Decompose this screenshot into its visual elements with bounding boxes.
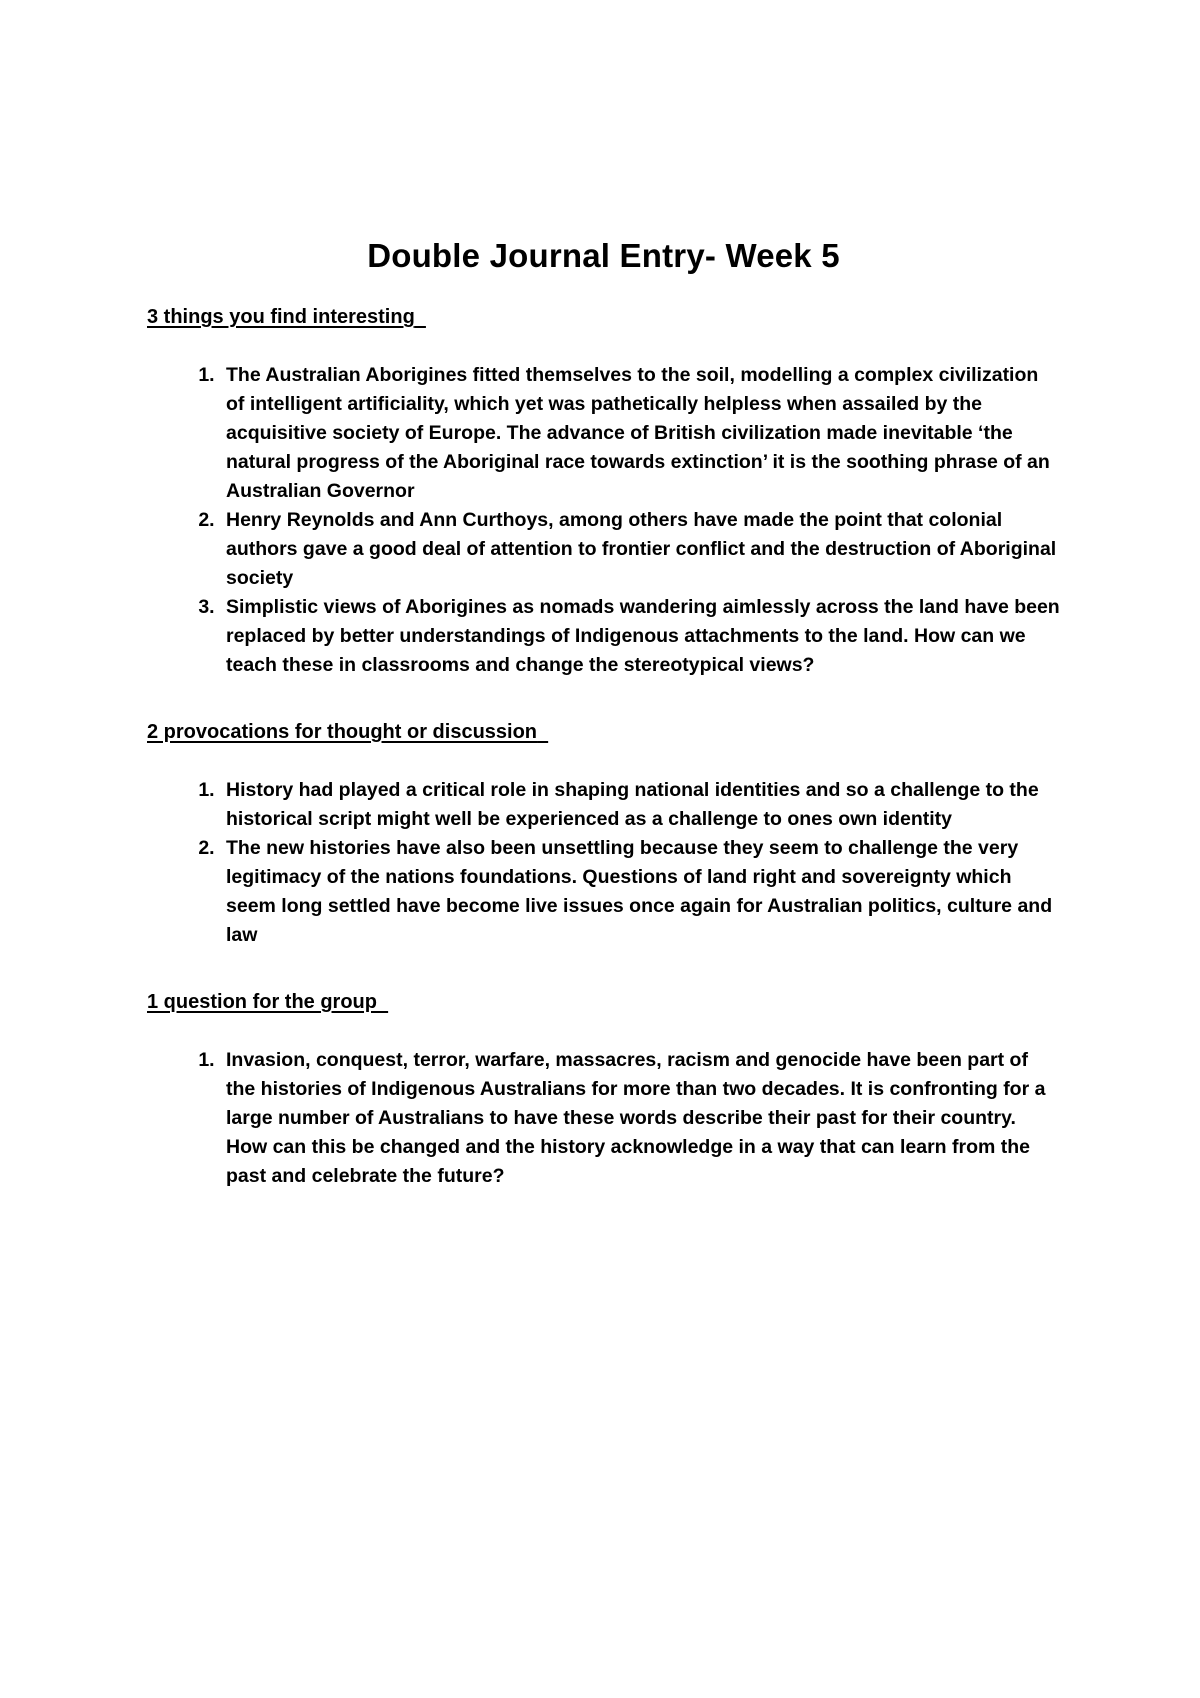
section-heading: 2 provocations for thought or discussion <box>147 721 538 743</box>
section-heading: 1 question for the group <box>147 991 377 1013</box>
list-item: 1. History had played a critical role in shaping national identities and so a challenge to the historical script might well be experienced as a challenge to ones own identity <box>220 776 1060 834</box>
list-item: 1. The Australian Aborigines fitted themselves to the soil, modelling a complex civilization of intelligent artificiality, which yet was pathetically helpless when assailed by the acquisitive society of Europe. The advance of British civilization made inevitable ‘the natural progress of the Aboriginal race towards extinction’ it is the soothing phrase of an Australian Governor <box>220 361 1060 506</box>
section-numbered-list <box>147 361 1060 680</box>
section-heading: 3 things you find interesting <box>147 306 415 328</box>
section-numbered-list <box>147 776 1060 950</box>
document-section <box>147 304 1060 680</box>
document-body <box>147 304 1060 1191</box>
section-numbered-list <box>147 1046 1060 1191</box>
list-item: 3. Simplistic views of Aborigines as nomads wandering aimlessly across the land have been replaced by better understandings of Indigenous attachments to the land. How can we teach these in classrooms and change the stereotypical views? <box>220 593 1060 680</box>
document-section <box>147 989 1060 1191</box>
list-item: 2. The new histories have also been unsettling because they seem to challenge the very legitimacy of the nations foundations. Questions of land right and sovereignty which seem long settled have become live issues once again for Australian politics, culture and law <box>220 834 1060 950</box>
list-item: 2. Henry Reynolds and Ann Curthoys, among others have made the point that colonial authors gave a good deal of attention to frontier conflict and the destruction of Aboriginal society <box>220 506 1060 593</box>
document-section <box>147 719 1060 950</box>
list-item: 1. Invasion, conquest, terror, warfare, massacres, racism and genocide have been part of the histories of Indigenous Australians for more than two decades. It is confronting for a large number of Australians to have these words describe their past for their country. How can this be changed and the history acknowledge in a way that can learn from the past and celebrate the future? <box>220 1046 1060 1191</box>
document-title: Double Journal Entry- Week 5 <box>367 237 840 274</box>
